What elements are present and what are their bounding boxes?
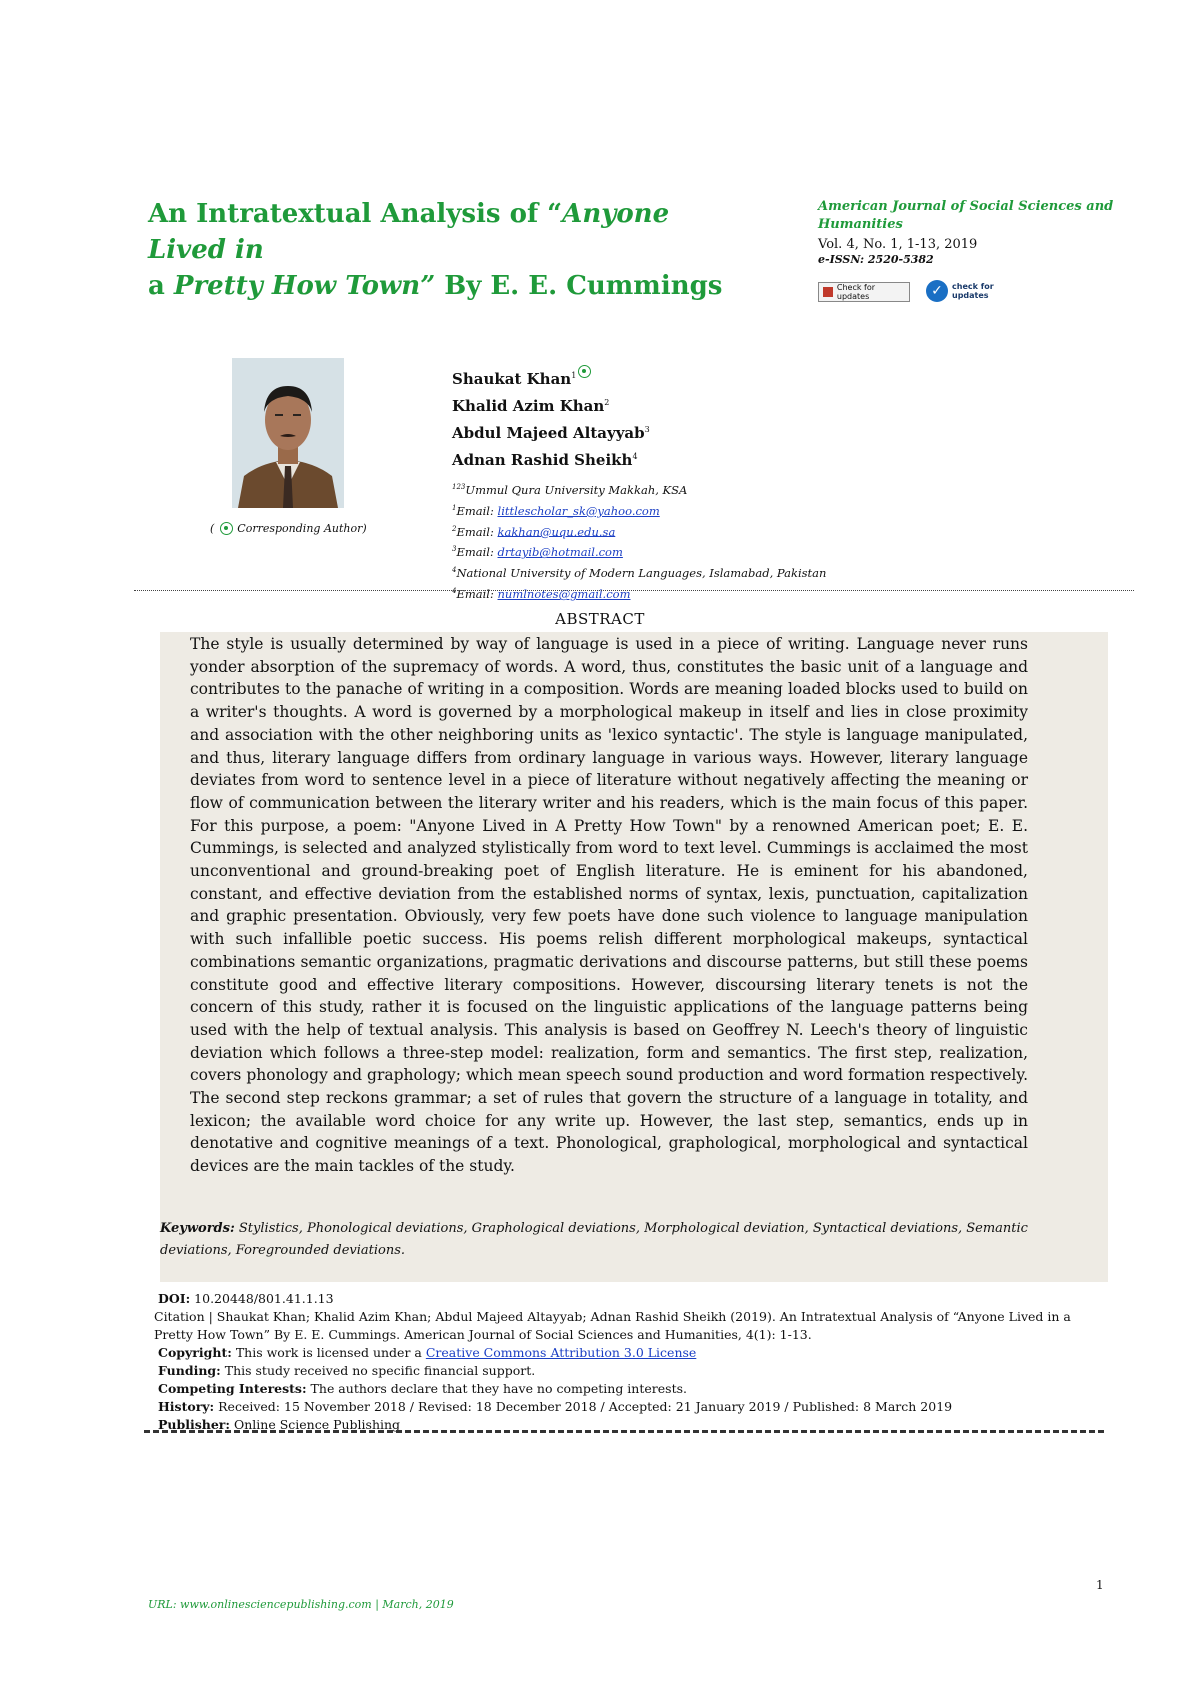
email-link[interactable]: numlnotes@gmail.com [497,586,631,601]
author-1 [452,364,650,391]
email-label: Email: [456,524,498,539]
affil-sup: 123 [452,483,466,491]
history-line [158,1398,1078,1416]
affil-sup: 3 [452,545,457,554]
competing-label: Competing Interests: [158,1381,307,1396]
title-italic-1: Anyone Lived in [148,199,670,265]
competing-text: The authors declare that they have no competing interests. [306,1381,687,1396]
crossmark-icon [823,287,833,297]
publisher-label: Publisher: [158,1417,231,1432]
check-updates-line1: check for [952,282,994,291]
author-name: Adnan Rashid Sheikh [452,451,633,469]
competing-line [158,1380,1078,1398]
journal-name: American Journal of Social Sciences and Humanities [818,199,1114,232]
orcid-icon [220,522,233,535]
abstract-text: The style is usually determined by way of language is used in a piece of writing. Language never runs yonder absorption of the supremacy of words. A word, thus, constitutes the basic unit of a language and contributes to the panache of writing in a composition. Words are meaning loaded blocks used to build on a writer's thoughts. A word is governed by a morphological makeup in itself and lies in close proximity and association with the other neighboring units as 'lexico syntactic'. The style is language manipulated, and thus, literary language differs from ordinary language in various ways. However, literary language deviates from word to sentence level in a piece of literature without negatively affecting the meaning or flow of communication between the literary writer and his readers, which is the main focus of this paper. For this purpose, a poem: "Anyone Lived in A Pretty How Town" by a renowned American poet; E. E. Cummings, is selected and analyzed stylistically from word to text level. Cummings is acclaimed the most unconventional and ground-breaking poet of English literature. He is eminent for his abandoned, constant, and effective deviation from the established norms of syntax, lexis, punctuation, capitalization and graphic presentation. Obviously, very few poets have done such violence to language manipulation with such infallible poetic success. His poems relish different morphological makeups, syntactical combinations semantic organizations, pragmatic derivations and discourse patterns, but still these poems constitute good and effective literary compositions. However, discoursing literary tenets is not the concern of this study, rather it is focused on the linguistic applications of the language patterns being used with the help of textual analysis. This analysis is based on Geoffrey N. Leech's theory of linguistic deviation which follows a three-step model: realization, form and semantics. The first step, realization, covers phonology and graphology; which mean speech sound production and word formation respectively. The second step reckons grammar; a set of rules that govern the structure of a language in totality, and lexicon; the available word choice for any write up. However, the last step, semantics, ends up in denotative and cognitive meanings of a text. Phonological, graphological, morphological and syntactical devices are the main tackles of the study. [190,635,1028,1176]
title-post: By E. E. Cummings [435,271,723,301]
affil-text: National University of Modern Languages, Islamabad, Pakistan [456,566,827,581]
keywords-text: Stylistics, Phonological deviations, Graphological deviations, Morphological deviation, Syntactical deviations, Semantic deviations, Foregrounded deviations. [160,1221,1028,1258]
email-link[interactable]: drtayib@hotmail.com [497,545,623,560]
email-label: Email: [456,586,498,601]
history-text: Received: 15 November 2018 / Revised: 18 December 2018 / Accepted: 21 January 2019 / Published: 8 March 2019 [214,1399,953,1414]
author-2 [452,391,650,418]
crossmark-label: Check for updates [836,283,876,301]
doi-label: DOI: [158,1291,191,1306]
email-label: Email: [456,545,498,560]
affiliation-4 [452,561,826,582]
author-sup: 4 [632,452,638,461]
article-metadata [154,1290,1078,1434]
author-sup: 3 [644,425,650,434]
author-sup: 2 [604,398,610,407]
affiliations [452,478,826,603]
license-link[interactable]: Creative Commons Attribution 3.0 License [425,1345,697,1360]
dotted-divider [134,590,1134,591]
page-number: 1 [1096,1578,1104,1592]
email-3 [452,540,826,561]
affiliation-1 [452,478,826,499]
email-link[interactable]: kakhan@uqu.edu.sa [497,524,616,539]
author-list [452,364,650,472]
funding-line [158,1362,1078,1380]
affil-text: Ummul Qura University Makkah, KSA [465,482,688,497]
keywords-label: Keywords: [160,1221,235,1236]
affil-sup: 4 [452,566,457,575]
check-updates-text [952,282,994,300]
corresponding-label: Corresponding Author) [237,522,367,535]
doi-line [158,1290,1078,1308]
email-1 [452,499,826,520]
footer-url: URL: www.onlinesciencepublishing.com | March, 2019 [148,1598,454,1611]
citation: Citation | Shaukat Khan; Khalid Azim Khan; Abdul Majeed Altayyab; Adnan Rashid Sheikh (2019). An Intratextual Analysis of “Anyone Lived in a Pretty How Town” By E. E. Cummings. American Journal of Social Sciences and Humanities, 4(1): 1-13. [154,1309,1071,1342]
paper-title [148,196,748,304]
check-updates-line2: updates [952,291,989,300]
email-link[interactable]: littlescholar_sk@yahoo.com [497,503,660,518]
author-name: Shaukat Khan [452,370,572,388]
checkmark-icon: ✓ [926,280,948,302]
funding-label: Funding: [158,1363,221,1378]
copyright-line [158,1344,1078,1362]
author-photo [232,358,344,508]
issn: e-ISSN: 2520-5382 [818,253,934,266]
affil-sup: 4 [452,587,457,596]
copyright-text: This work is licensed under a [231,1345,426,1360]
author-sup: 1 [571,371,577,380]
copyright-label: Copyright: [158,1345,232,1360]
corr-open-paren: ( [210,522,215,535]
author-4 [452,445,650,472]
abstract-heading: ABSTRACT [555,610,645,628]
history-label: History: [158,1399,215,1414]
check-updates-badge[interactable] [926,278,994,304]
author-name: Abdul Majeed Altayyab [452,424,645,442]
funding-text: This study received no specific financial support. [220,1363,536,1378]
affil-sup: 2 [452,524,457,533]
title-italic-2: Pretty How Town” [173,271,436,301]
corresponding-author-note [210,522,367,535]
dashed-divider [144,1430,1104,1433]
doi-value: 10.20448/801.41.1.13 [190,1291,334,1306]
publisher-text: Online Science Publishing [230,1417,401,1432]
title-line2-pre: a [148,271,174,301]
orcid-icon[interactable] [578,365,591,378]
keywords [160,1218,1060,1262]
volume-info: Vol. 4, No. 1, 1-13, 2019 [818,237,978,252]
affil-sup: 1 [452,503,457,512]
title-pre: An Intratextual Analysis of “ [148,199,563,229]
email-2 [452,520,826,541]
email-4 [452,582,826,603]
author-3 [452,418,650,445]
author-name: Khalid Azim Khan [452,397,605,415]
crossmark-badge[interactable] [818,282,910,302]
email-label: Email: [456,503,498,518]
